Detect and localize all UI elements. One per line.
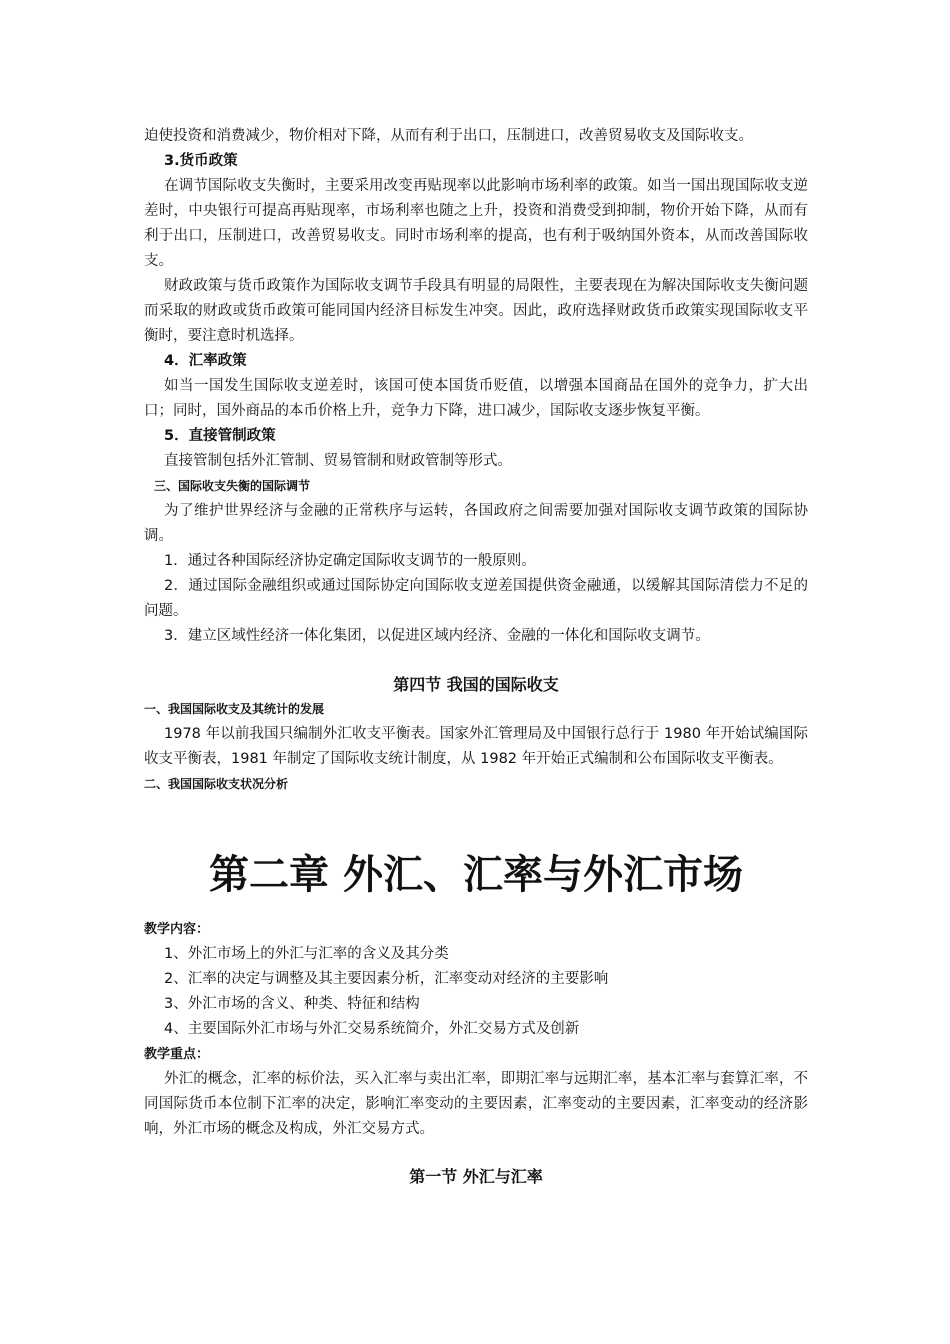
paragraph: 如当一国发生国际收支逆差时，该国可使本国货币贬值，以增强本国商品在国外的竞争力，扩大出口；同时，国外商品的本币价格上升，竞争力下降，进口减少，国际收支逐步恢复平衡。 bbox=[144, 378, 808, 419]
chapter-title: 第二章 外汇、汇率与外汇市场 bbox=[209, 852, 743, 898]
paragraph: 在调节国际收支失衡时，主要采用改变再贴现率以此影响市场利率的政策。如当一国出现国际收支逆差时，中央银行可提高再贴现率，市场利率也随之上升，投资和消费受到抑制，物价开始下降，从而有利于出口，压制进口，改善贸易收支。同时市场利率的提高，也有利于吸纳国外资本，从而改善国际收支。 bbox=[144, 178, 808, 269]
paragraph: 外汇的概念，汇率的标价法，买入汇率与卖出汇率，即期汇率与远期汇率，基本汇率与套算汇率，不同国际货币本位制下汇率的决定，影响汇率变动的主要因素，汇率变动的主要因素，汇率变动的经济影响，外汇市场的概念及构成，外汇交易方式。 bbox=[144, 1071, 808, 1137]
subheading-cn-bop-statistics: 一、我国国际收支及其统计的发展 bbox=[144, 702, 325, 716]
subheading-exchange-rate-policy: 4．汇率政策 bbox=[164, 353, 247, 369]
section-title: 第四节 我国的国际收支 bbox=[393, 675, 559, 694]
list-item: 2、汇率的决定与调整及其主要因素分析，汇率变动对经济的主要影响 bbox=[164, 971, 609, 987]
subheading-cn-bop-analysis: 二、我国国际收支状况分析 bbox=[144, 777, 289, 791]
subheading-direct-control-policy: 5．直接管制政策 bbox=[164, 428, 276, 444]
paragraph: 财政政策与货币政策作为国际收支调节手段具有明显的局限性，主要表现在为解决国际收支失衡问题而采取的财政或货币政策可能同国内经济目标发生冲突。因此，政府选择财政货币政策实现国际收支平衡时，要注意时机选择。 bbox=[144, 278, 808, 344]
paragraph: 1978 年以前我国只编制外汇收支平衡表。国家外汇管理局及中国银行总行于 1980 年开始试编国际收支平衡表，1981 年制定了国际收支统计制度，从 1982 年开始正式编制和公布国际收支平衡表。 bbox=[144, 726, 808, 767]
teaching-content-label: 教学内容： bbox=[144, 922, 210, 937]
paragraph: 直接管制包括外汇管制、贸易管制和财政管制等形式。 bbox=[164, 453, 512, 469]
list-item: 1、外汇市场上的外汇与汇率的含义及其分类 bbox=[164, 946, 449, 962]
list-item: 3．建立区域性经济一体化集团，以促进区域内经济、金融的一体化和国际收支调节。 bbox=[164, 628, 710, 644]
section-title: 第一节 外汇与汇率 bbox=[409, 1167, 543, 1186]
paragraph: 为了维护世界经济与金融的正常秩序与运转，各国政府之间需要加强对国际收支调节政策的国际协调。 bbox=[144, 503, 808, 544]
list-item: 3、外汇市场的含义、种类、特征和结构 bbox=[164, 996, 420, 1012]
list-item: 1．通过各种国际经济协定确定国际收支调节的一般原则。 bbox=[164, 553, 536, 569]
subheading-monetary-policy: 3.货币政策 bbox=[164, 153, 238, 169]
subheading-international-adjustment: 三、国际收支失衡的国际调节 bbox=[154, 479, 311, 493]
list-item: 2．通过国际金融组织或通过国际协定向国际收支逆差国提供资金融通，以缓解其国际清偿力不足的问题。 bbox=[144, 578, 808, 619]
paragraph: 迫使投资和消费减少，物价相对下降，从而有利于出口，压制进口，改善贸易收支及国际收支。 bbox=[144, 128, 753, 144]
document-page bbox=[144, 124, 808, 1189]
list-item: 4、主要国际外汇市场与外汇交易系统简介，外汇交易方式及创新 bbox=[164, 1021, 580, 1037]
teaching-key-label: 教学重点： bbox=[144, 1047, 210, 1062]
